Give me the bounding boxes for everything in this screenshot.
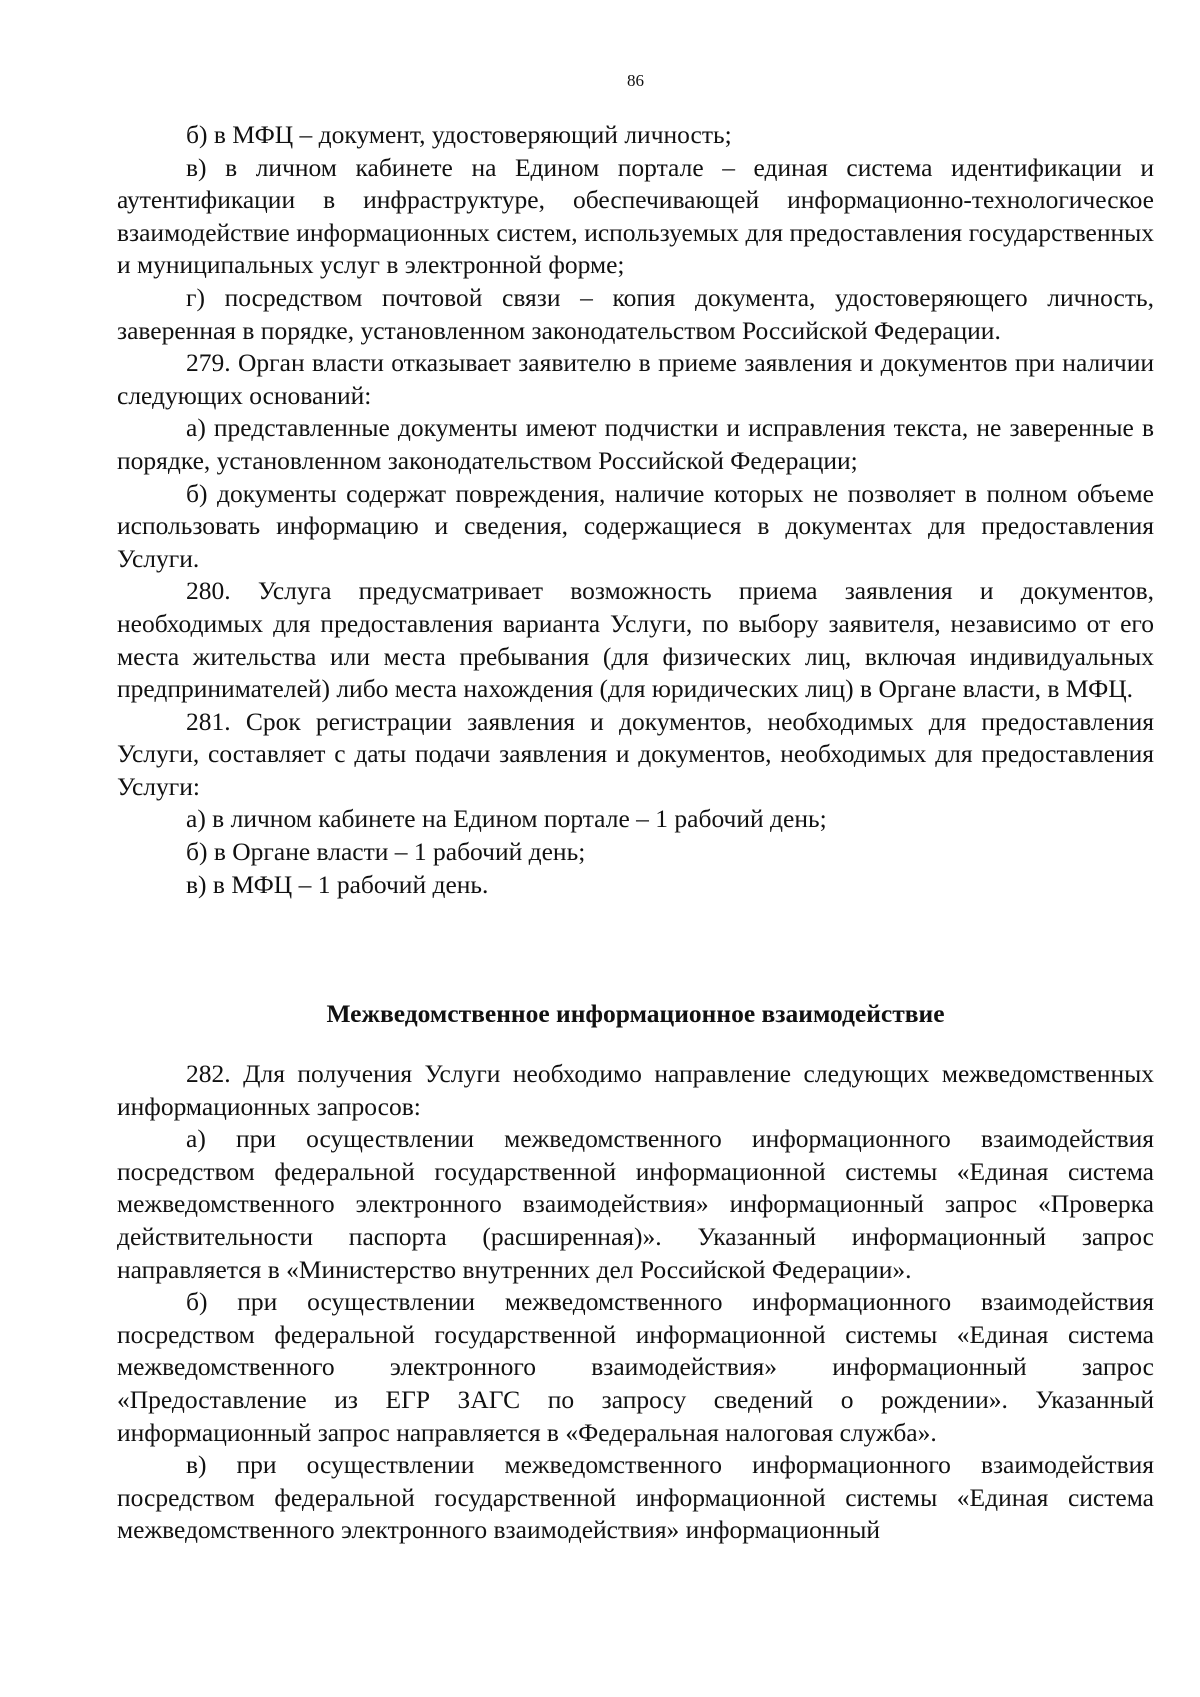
paragraph: 280. Услуга предусматривает возможность приема заявления и документов, необходимых для предоставления варианта Услуги, по выбору заявителя, независимо от его места жительства или места пребывания (для физических лиц, включая индивидуальных предпринимателей) либо места нахождения (для юридических лиц) в Органе власти, в МФЦ. — [117, 576, 1154, 704]
paragraph: а) в личном кабинете на Едином портале – 1 рабочий день; — [186, 804, 827, 834]
paragraph: б) в Органе власти – 1 рабочий день; — [186, 837, 586, 867]
page-number: 86 — [627, 71, 644, 90]
paragraph: в) при осуществлении межведомственного информационного взаимодействия посредством федеральной государственной информационной системы «Единая система межведомственного электронного взаимодействия» информационный — [117, 1450, 1154, 1545]
paragraph: б) документы содержат повреждения, наличие которых не позволяет в полном объеме использовать информацию и сведения, содержащиеся в документах для предоставления Услуги. — [117, 478, 1154, 573]
paragraph: б) при осуществлении межведомственного информационного взаимодействия посредством федеральной государственной информационной системы «Единая система межведомственного электронного взаимодействия» информационный запрос «Предоставление из ЕГР ЗАГС по запросу сведений о рождении». Указанный информационный запрос направляется в «Федеральная налоговая служба». — [117, 1287, 1154, 1447]
paragraph: а) при осуществлении межведомственного информационного взаимодействия посредством федеральной государственной информационной системы «Единая система межведомственного электронного взаимодействия» информационный запрос «Проверка действительности паспорта (расширенная)». Указанный информационный запрос направляется в «Министерство внутренних дел Российской Федерации». — [117, 1124, 1154, 1284]
section-heading: Межведомственное информационное взаимодействие — [326, 999, 945, 1028]
paragraph: в) в МФЦ – 1 рабочий день. — [186, 869, 489, 899]
paragraph: б) в МФЦ – документ, удостоверяющий личность; — [186, 120, 732, 149]
text-block-bottom — [117, 1058, 1154, 1547]
paragraph: г) посредством почтовой связи – копия документа, удостоверяющего личность, заверенная в порядке, установленном законодательством Российской Федерации. — [117, 282, 1154, 345]
paragraph: а) представленные документы имеют подчистки и исправления текста, не заверенные в порядке, установленном законодательством Российской Федерации; — [117, 413, 1154, 475]
paragraph: 279. Орган власти отказывает заявителю в приеме заявления и документов при наличии следующих оснований: — [117, 348, 1154, 410]
paragraph: в) в личном кабинете на Едином портале – единая система идентификации и аутентификации в инфраструктуре, обеспечивающей информационно-технологическое взаимодействие информационных систем, используемых для предоставления государственных и муниципальных услуг в электронной форме; — [117, 152, 1154, 280]
text-block-top — [117, 119, 1154, 901]
paragraph: 281. Срок регистрации заявления и документов, необходимых для предоставления Услуги, составляет с даты подачи заявления и документов, необходимых для предоставления Услуги: — [117, 706, 1154, 801]
paragraph: 282. Для получения Услуги необходимо направление следующих межведомственных информационных запросов: — [117, 1059, 1154, 1121]
